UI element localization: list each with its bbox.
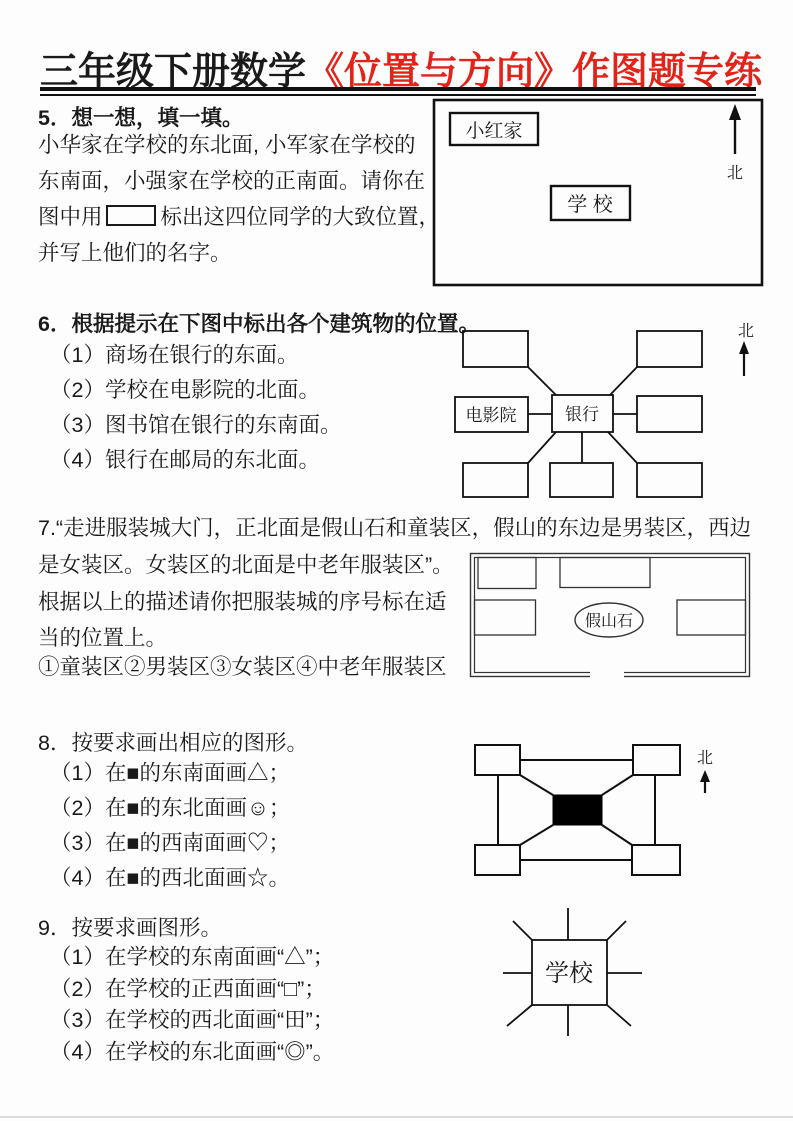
- q9-heading: 9．按要求画图形。: [38, 916, 222, 940]
- q5-north-label: 北: [726, 165, 744, 182]
- q6-box-top-left: [463, 331, 528, 367]
- q6-items: [50, 338, 341, 478]
- page-bottom-divider: [0, 1116, 793, 1118]
- q9-item-1: （1）在学校的东南面画“△”；: [50, 945, 335, 969]
- q7-room-left: [475, 600, 536, 635]
- title-black-part: 三年级下册数学: [40, 51, 307, 93]
- q6-north-label: 北: [737, 323, 755, 340]
- q8-north-label: 北: [696, 750, 714, 767]
- q8-item-2: （2）在■的东北面画☺；: [50, 796, 291, 820]
- q6-bank-label: 银行: [565, 405, 599, 424]
- q7-room-top-left: [478, 558, 536, 589]
- q8-item-1: （1）在■的东南面画△；: [50, 761, 290, 785]
- q6-heading: 6．根据提示在下图中标出各个建筑物的位置。: [38, 312, 480, 336]
- q5-heading: 5．想一想，填一填。: [38, 106, 244, 130]
- q8-items: [50, 756, 290, 896]
- q7-line4: 当的位置上。: [38, 626, 168, 650]
- q7-line3: 根据以上的描述请你把服装城的序号标在适: [38, 590, 447, 614]
- q5-home-label: 小红家: [465, 121, 523, 142]
- q6-north-arrow-head: [739, 341, 749, 354]
- q5-diagram: [432, 96, 764, 288]
- q8-diag-sw: [520, 825, 553, 845]
- q7-line5: ①童装区②男装区③女装区④中老年服装区: [38, 655, 447, 679]
- q6-item-1: （1）商场在银行的东面。: [50, 343, 299, 367]
- q9-diagram: [495, 903, 655, 1043]
- q8-box-top-left: [475, 745, 520, 775]
- q6-diagram: [450, 322, 793, 502]
- q9-school-label: 学校: [545, 960, 593, 987]
- q6-box-right: [637, 396, 702, 432]
- q6-box-bottom-center: [550, 463, 613, 497]
- q6-item-3: （3）图书馆在银行的东南面。: [50, 413, 342, 437]
- q9-ray-southwest: [507, 1005, 532, 1026]
- q6-box-bottom-right: [637, 463, 702, 497]
- q9-item-4: （4）在学校的东北面画“◎”。: [50, 1039, 335, 1064]
- q5-body: [38, 127, 440, 271]
- q5-school-label: 学 校: [567, 194, 613, 216]
- q8-box-top-right: [633, 745, 680, 775]
- q7-entrance-gap: [590, 668, 624, 680]
- q5-line4: 并写上他们的名字。: [38, 241, 232, 265]
- q8-black-square: [553, 795, 602, 825]
- q7-room-top-center: [560, 558, 650, 588]
- q9-item-2: （2）在学校的正西面画“□”；: [50, 976, 326, 1001]
- q7-line1: 7.“走进服装城大门，正北面是假山石和童装区，假山的东边是男装区，西边: [38, 516, 752, 540]
- blank-rect-icon: [106, 205, 156, 226]
- q6-link-br: [608, 432, 637, 463]
- q5-line2: 东南面，小强家在学校的正南面。请你在: [38, 169, 426, 193]
- q5-line3-post: 标出这四位同学的大致位置，: [160, 205, 441, 229]
- q9-ray-northeast: [607, 921, 626, 940]
- q8-diag-nw: [520, 775, 553, 795]
- q7-rockery-label: 假山石: [584, 613, 634, 630]
- q8-item-4: （4）在■的西北面画☆。: [50, 866, 290, 890]
- q6-box-top-right: [637, 331, 702, 367]
- q5-north-arrow-head: [729, 104, 741, 120]
- q8-diagram: [462, 733, 722, 888]
- q6-link-tl: [528, 367, 556, 395]
- q5-line3-pre: 图中用: [38, 205, 103, 229]
- q7-room-right: [677, 600, 746, 635]
- q8-diag-ne: [602, 775, 633, 795]
- q8-box-bottom-right: [632, 845, 680, 875]
- title-red-part: 《位置与方向》作图题专练: [306, 51, 763, 93]
- q9-items: [50, 942, 334, 1068]
- q9-ray-northwest: [513, 921, 532, 940]
- q5-line3: [38, 199, 440, 235]
- q6-link-tr: [610, 367, 637, 395]
- q9-item-3: （3）在学校的西北面画“田”；: [50, 1008, 335, 1032]
- q6-link-bl: [528, 432, 556, 463]
- q7-diagram: [468, 550, 753, 682]
- q8-heading: 8．按要求画出相应的图形。: [38, 731, 308, 755]
- q8-box-bottom-left: [475, 845, 520, 875]
- q5-line1: 小华家在学校的东北面, 小军家在学校的: [38, 133, 416, 157]
- q8-item-3: （3）在■的西南面画♡；: [50, 831, 290, 855]
- q7-line2: 是女装区。女装区的北面是中老年服装区”。: [38, 553, 454, 577]
- q9-ray-southeast: [607, 1005, 631, 1026]
- q6-item-2: （2）学校在电影院的北面。: [50, 378, 320, 402]
- q6-box-bottom-left: [463, 463, 528, 497]
- q8-diag-se: [602, 825, 632, 845]
- q6-cinema-label: 电影院: [465, 406, 517, 425]
- q6-item-4: （4）银行在邮局的东北面。: [50, 448, 320, 472]
- title-double-underline: [40, 87, 756, 96]
- q8-north-arrow-head: [700, 770, 710, 782]
